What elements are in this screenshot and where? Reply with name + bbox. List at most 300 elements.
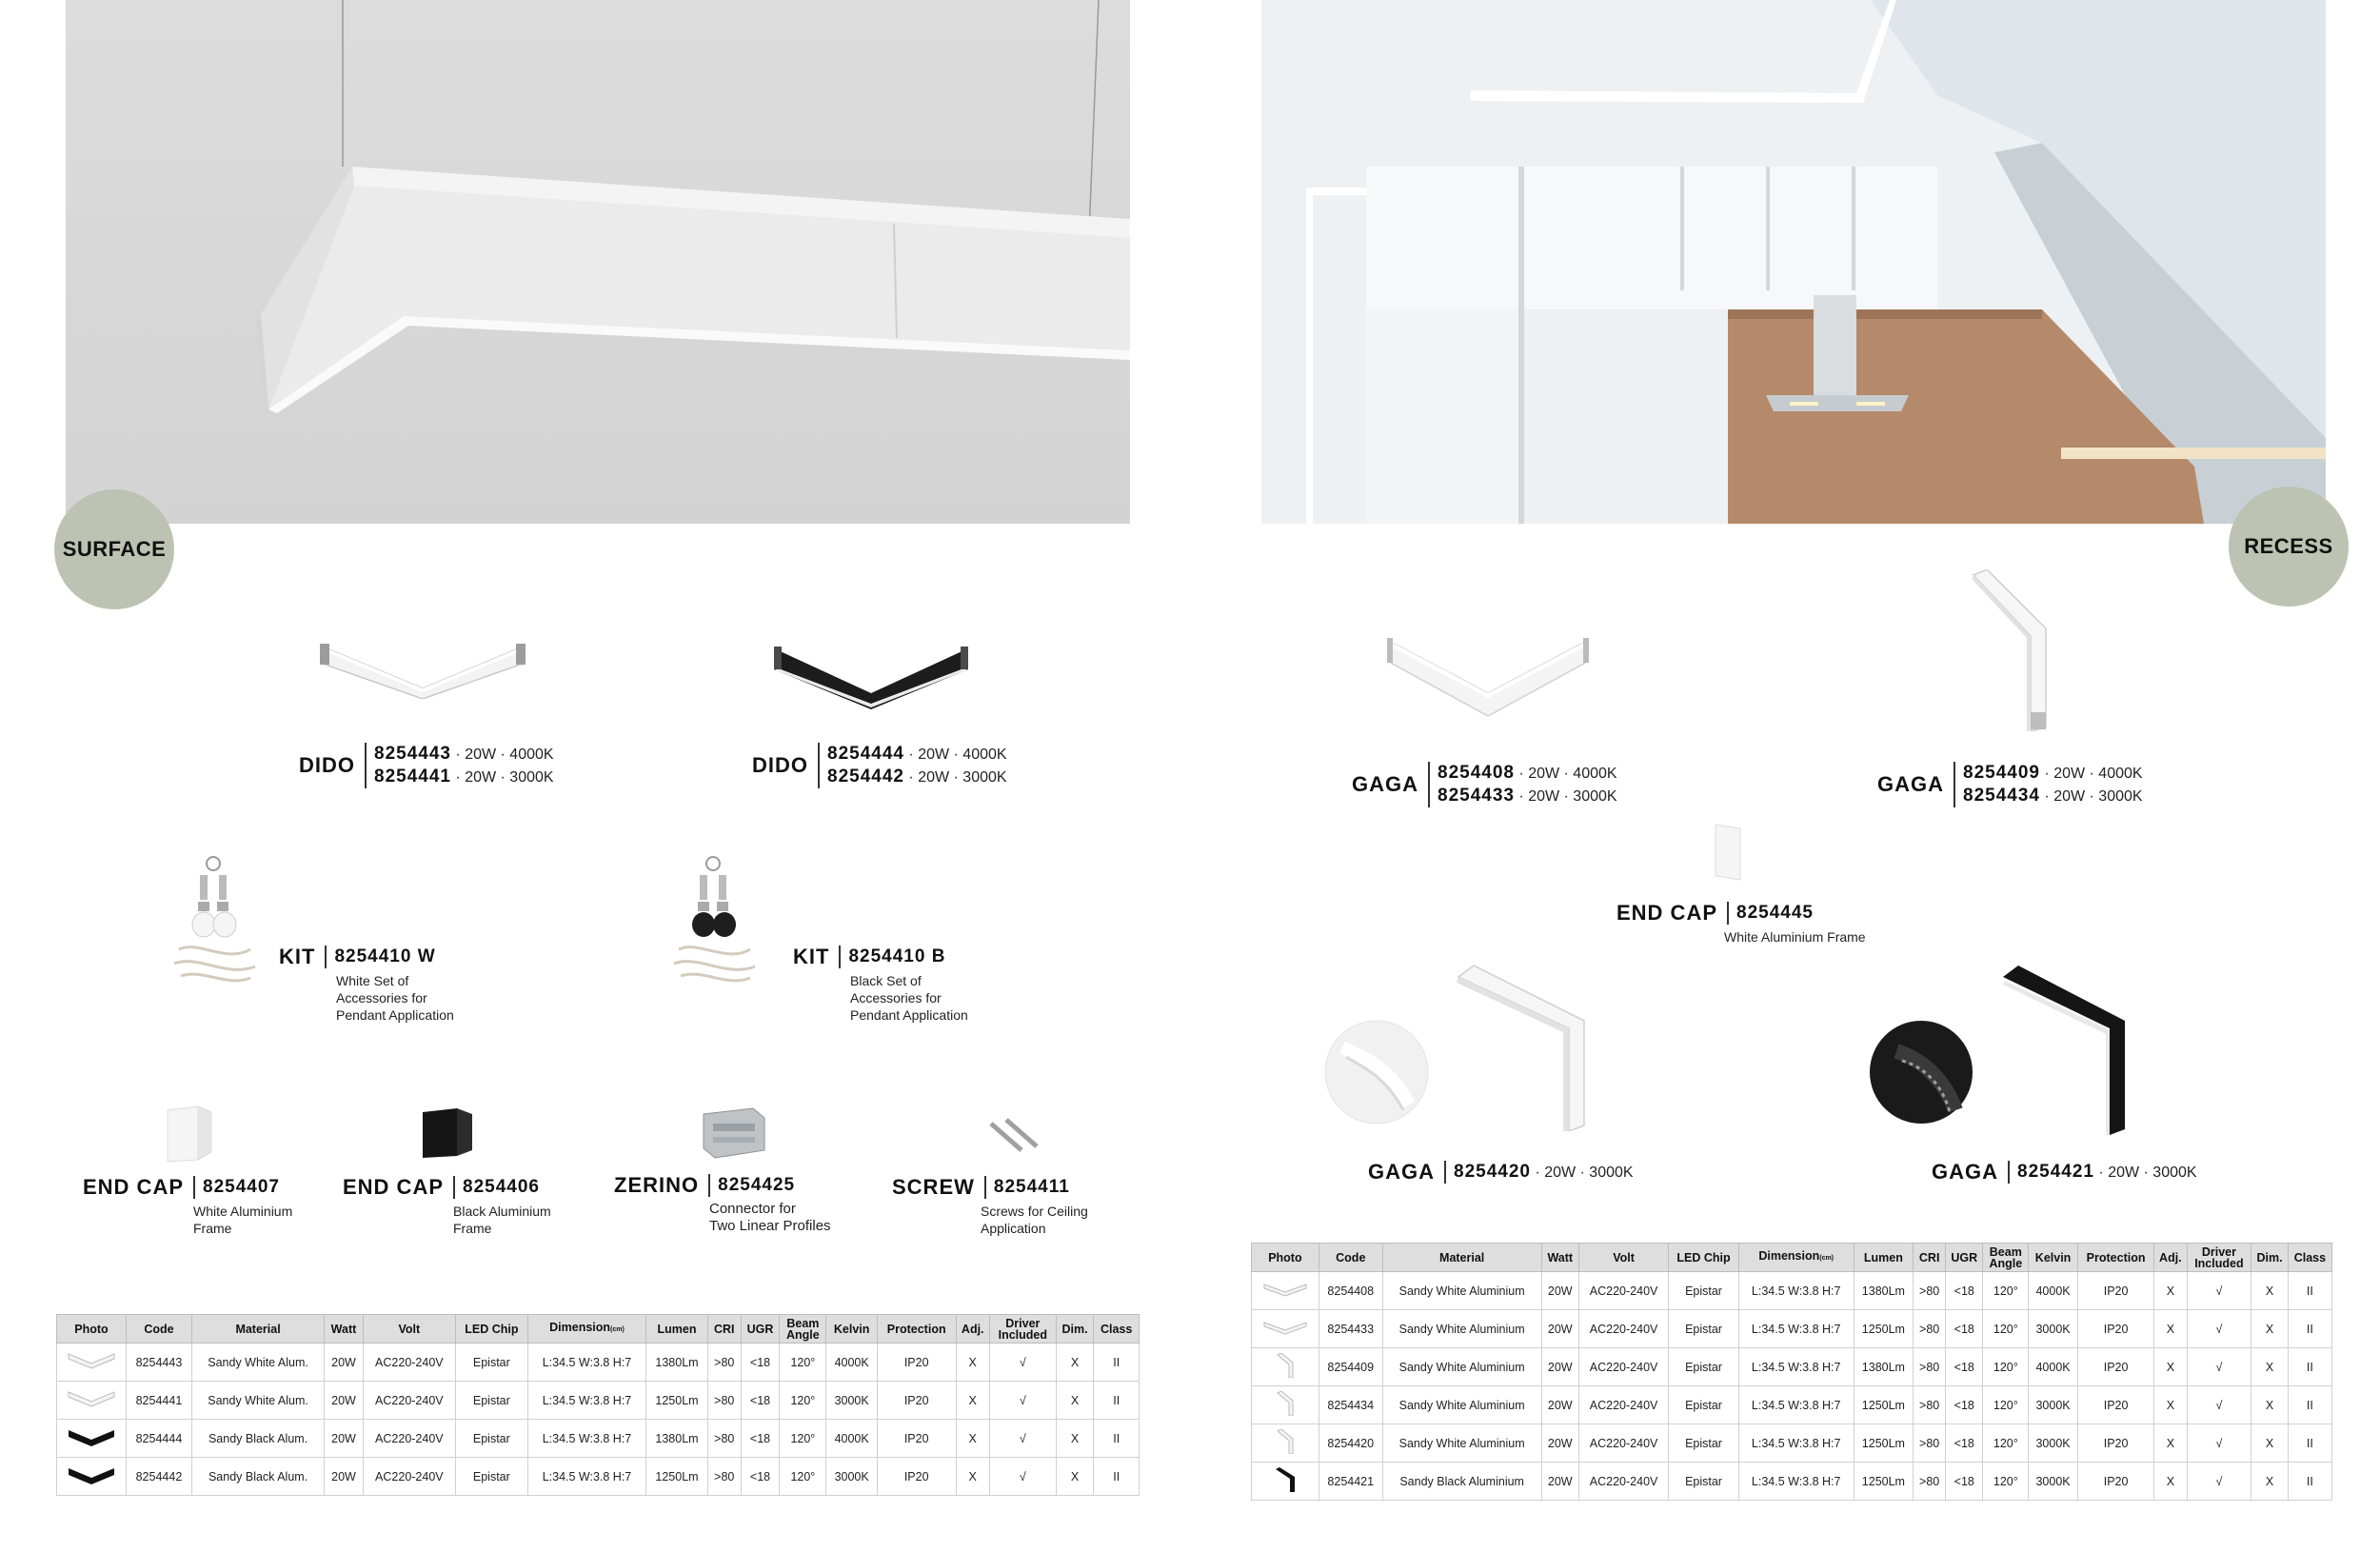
product-desc-line: Black Set of — [850, 973, 922, 988]
table-cell: √ — [989, 1458, 1056, 1496]
table-cell: >80 — [1914, 1424, 1946, 1463]
table-cell: 8254433 — [1319, 1310, 1382, 1348]
table-header-cell: LED Chip — [455, 1315, 527, 1344]
table-cell: 8254421 — [1319, 1463, 1382, 1501]
table-cell: 20W — [1541, 1424, 1578, 1463]
table-cell: √ — [2187, 1424, 2251, 1463]
table-cell: X — [1056, 1420, 1094, 1458]
product-name: GAGA — [1368, 1160, 1435, 1184]
table-cell: 20W — [325, 1344, 363, 1382]
table-header-cell: Driver Included — [989, 1315, 1056, 1344]
table-cell: 8254441 — [127, 1382, 192, 1420]
row-photo-thumbnail — [67, 1386, 116, 1411]
table-header-cell: Material — [191, 1315, 324, 1344]
table-cell: 20W — [1541, 1348, 1578, 1386]
table-cell: X — [956, 1382, 989, 1420]
table-cell: 3000K — [2029, 1310, 2078, 1348]
product-name: DIDO — [752, 753, 808, 777]
table-cell: <18 — [741, 1458, 780, 1496]
product-spec: · 20W · 3000K — [903, 769, 1007, 786]
table-cell: 3000K — [2029, 1386, 2078, 1424]
table-cell: 4000K — [2029, 1348, 2078, 1386]
product-code: 8254410 B — [848, 946, 946, 966]
table-cell: L:34.5 W:3.8 H:7 — [1738, 1424, 1854, 1463]
product-code: 8254410 W — [334, 946, 436, 966]
product-desc-line: Pendant Application — [850, 1007, 968, 1023]
recess-badge: RECESS — [2229, 487, 2349, 607]
table-cell: AC220-240V — [1578, 1386, 1668, 1424]
table-cell: 20W — [325, 1382, 363, 1420]
table-header-cell: Dimension(cm) — [1738, 1244, 1854, 1272]
row-photo-thumbnail — [1260, 1353, 1310, 1378]
table-cell: X — [1056, 1382, 1094, 1420]
product-desc-line: Connector for — [709, 1201, 796, 1217]
product-code: 8254434 — [1963, 786, 2040, 806]
product-code: 8254411 — [993, 1177, 1070, 1197]
kit-black-product-image — [669, 854, 757, 989]
dido-black-label — [752, 743, 1007, 788]
table-cell: Epistar — [1669, 1463, 1739, 1501]
product-name: END CAP — [1616, 901, 1718, 925]
product-code: 8254407 — [203, 1177, 280, 1197]
table-cell: AC220-240V — [363, 1420, 455, 1458]
table-cell: Epistar — [1669, 1310, 1739, 1348]
table-cell: L:34.5 W:3.8 H:7 — [527, 1420, 645, 1458]
table-header-cell: Class — [1094, 1315, 1140, 1344]
screw-label — [892, 1175, 1088, 1237]
table-row — [57, 1382, 1140, 1420]
table-cell: 8254408 — [1319, 1272, 1382, 1310]
photo-cell — [57, 1344, 127, 1382]
table-header-cell: Code — [1319, 1244, 1382, 1272]
endcap-black-label — [343, 1175, 551, 1237]
surface-badge: SURFACE — [54, 489, 174, 609]
table-cell: IP20 — [2077, 1348, 2153, 1386]
table-header-cell: Adj. — [956, 1315, 989, 1344]
table-cell: L:34.5 W:3.8 H:7 — [527, 1382, 645, 1420]
product-spec: · 20W · 4000K — [903, 747, 1007, 763]
table-cell: 1250Lm — [646, 1382, 708, 1420]
table-cell: 120° — [1983, 1386, 2029, 1424]
gaga-421-product-image — [1999, 964, 2127, 1135]
product-code: 8254406 — [463, 1177, 540, 1197]
table-cell: X — [2154, 1424, 2187, 1463]
row-photo-thumbnail — [67, 1463, 116, 1487]
table-cell: 1380Lm — [1854, 1272, 1914, 1310]
row-photo-thumbnail — [67, 1348, 116, 1373]
table-cell: X — [2251, 1272, 2289, 1310]
table-cell: 8254434 — [1319, 1386, 1382, 1424]
table-header-cell: Watt — [325, 1315, 363, 1344]
table-cell: 120° — [1983, 1272, 2029, 1310]
table-header-cell: Volt — [363, 1315, 455, 1344]
table-header-cell: Dim. — [1056, 1315, 1094, 1344]
photo-cell — [1252, 1348, 1319, 1386]
table-cell: AC220-240V — [1578, 1272, 1668, 1310]
table-cell: 20W — [325, 1458, 363, 1496]
table-cell: Epistar — [1669, 1424, 1739, 1463]
table-cell: Sandy White Alum. — [191, 1344, 324, 1382]
table-cell: 120° — [780, 1458, 826, 1496]
table-header-cell: Dimension(cm) — [527, 1315, 645, 1344]
row-photo-thumbnail — [1260, 1277, 1310, 1302]
table-cell: 1250Lm — [646, 1458, 708, 1496]
table-header-cell: CRI — [1914, 1244, 1946, 1272]
table-cell: 4000K — [826, 1420, 877, 1458]
table-cell: Epistar — [455, 1458, 527, 1496]
table-cell: >80 — [1914, 1310, 1946, 1348]
table-header-cell: Dim. — [2251, 1244, 2289, 1272]
table-cell: Epistar — [455, 1420, 527, 1458]
table-cell: AC220-240V — [363, 1458, 455, 1496]
recess-hero-photo — [1261, 0, 2326, 524]
product-code: 8254442 — [827, 767, 904, 786]
table-cell: 8254443 — [127, 1344, 192, 1382]
table-row — [1252, 1424, 2332, 1463]
table-cell: Epistar — [1669, 1348, 1739, 1386]
surface-hero-photo — [66, 0, 1130, 524]
product-name: GAGA — [1352, 772, 1418, 796]
row-photo-thumbnail — [1260, 1429, 1310, 1454]
product-code: 8254421 — [2017, 1162, 2094, 1182]
table-cell: 120° — [1983, 1463, 2029, 1501]
table-cell: 4000K — [2029, 1272, 2078, 1310]
product-name: END CAP — [83, 1175, 185, 1199]
table-header-cell: UGR — [1946, 1244, 1983, 1272]
zerino-label — [614, 1173, 831, 1235]
table-header-cell: UGR — [741, 1315, 780, 1344]
table-cell: II — [1094, 1344, 1140, 1382]
table-cell: 20W — [1541, 1463, 1578, 1501]
table-cell: √ — [2187, 1348, 2251, 1386]
gaga-408-label — [1352, 762, 1617, 807]
dido-white-product-image — [320, 636, 526, 699]
table-cell: Sandy White Aluminium — [1382, 1424, 1541, 1463]
photo-cell — [1252, 1463, 1319, 1501]
table-cell: √ — [2187, 1310, 2251, 1348]
photo-cell — [57, 1458, 127, 1496]
product-spec: · 20W · 4000K — [450, 747, 554, 763]
table-header-cell: Protection — [877, 1315, 956, 1344]
product-desc-line: Accessories for — [336, 990, 427, 1005]
table-cell: Sandy White Aluminium — [1382, 1386, 1541, 1424]
table-cell: X — [2251, 1348, 2289, 1386]
table-cell: 20W — [1541, 1310, 1578, 1348]
table-cell: <18 — [1946, 1310, 1983, 1348]
row-photo-thumbnail — [1260, 1315, 1310, 1340]
product-spec: · 20W · 4000K — [2039, 766, 2143, 782]
table-header-cell: Photo — [1252, 1244, 1319, 1272]
recess-spec-table — [1251, 1243, 2332, 1501]
table-cell: 3000K — [826, 1382, 877, 1420]
table-cell: <18 — [741, 1344, 780, 1382]
table-cell: AC220-240V — [1578, 1424, 1668, 1463]
gaga-409-product-image — [1968, 569, 2071, 731]
table-cell: X — [956, 1420, 989, 1458]
product-code: 8254420 — [1454, 1162, 1531, 1182]
table-cell: >80 — [707, 1344, 741, 1382]
table-cell: X — [2251, 1463, 2289, 1501]
gaga-420-product-image — [1453, 964, 1592, 1131]
table-cell: Sandy White Aluminium — [1382, 1348, 1541, 1386]
table-cell: II — [1094, 1420, 1140, 1458]
table-cell: <18 — [1946, 1348, 1983, 1386]
photo-cell — [1252, 1310, 1319, 1348]
table-cell: 120° — [780, 1420, 826, 1458]
table-cell: II — [2288, 1386, 2331, 1424]
product-spec: · 20W · 3000K — [450, 769, 554, 786]
product-desc-line: Two Linear Profiles — [709, 1218, 831, 1234]
table-cell: X — [2154, 1463, 2187, 1501]
table-cell: >80 — [1914, 1272, 1946, 1310]
table-cell: >80 — [707, 1458, 741, 1496]
product-desc-line: Screws for Ceiling — [981, 1204, 1088, 1219]
table-cell: AC220-240V — [1578, 1348, 1668, 1386]
table-header-cell: Lumen — [1854, 1244, 1914, 1272]
table-cell: AC220-240V — [363, 1344, 455, 1382]
table-cell: Sandy Black Alum. — [191, 1458, 324, 1496]
table-cell: >80 — [1914, 1463, 1946, 1501]
table-row — [1252, 1348, 2332, 1386]
table-cell: 120° — [1983, 1424, 2029, 1463]
table-cell: X — [2154, 1310, 2187, 1348]
product-code: 8254444 — [827, 744, 904, 764]
table-cell: IP20 — [877, 1344, 956, 1382]
kit-white-product-image — [169, 854, 257, 989]
table-header-cell: Beam Angle — [780, 1315, 826, 1344]
table-header-cell: LED Chip — [1669, 1244, 1739, 1272]
table-row — [57, 1458, 1140, 1496]
table-cell: >80 — [1914, 1348, 1946, 1386]
gaga-421-detail-image — [1868, 1019, 1974, 1125]
product-name: ZERINO — [614, 1173, 700, 1197]
table-cell: IP20 — [2077, 1386, 2153, 1424]
table-cell: L:34.5 W:3.8 H:7 — [527, 1344, 645, 1382]
product-code: 8254445 — [1736, 903, 1814, 923]
table-cell: 20W — [1541, 1272, 1578, 1310]
product-desc-line: Frame — [193, 1221, 232, 1236]
table-header-cell: Adj. — [2154, 1244, 2187, 1272]
product-name: DIDO — [299, 753, 355, 777]
table-cell: >80 — [707, 1382, 741, 1420]
row-photo-thumbnail — [1260, 1391, 1310, 1416]
screw-product-image — [985, 1116, 1042, 1158]
photo-cell — [57, 1382, 127, 1420]
table-cell: L:34.5 W:3.8 H:7 — [1738, 1386, 1854, 1424]
table-cell: X — [2251, 1424, 2289, 1463]
table-cell: Epistar — [455, 1382, 527, 1420]
gaga-421-label — [1932, 1160, 2197, 1185]
table-header-row — [1252, 1244, 2332, 1272]
table-cell: Epistar — [1669, 1386, 1739, 1424]
table-header-cell: Code — [127, 1315, 192, 1344]
table-cell: II — [2288, 1348, 2331, 1386]
table-cell: X — [2154, 1348, 2187, 1386]
table-cell: AC220-240V — [363, 1382, 455, 1420]
table-cell: <18 — [1946, 1272, 1983, 1310]
table-cell: Epistar — [1669, 1272, 1739, 1310]
table-cell: 3000K — [826, 1458, 877, 1496]
table-cell: 1380Lm — [646, 1344, 708, 1382]
table-cell: X — [956, 1458, 989, 1496]
table-row — [1252, 1386, 2332, 1424]
table-cell: 3000K — [2029, 1463, 2078, 1501]
product-name: KIT — [793, 945, 830, 968]
table-cell: 1250Lm — [1854, 1386, 1914, 1424]
table-cell: 3000K — [2029, 1424, 2078, 1463]
row-photo-thumbnail — [67, 1424, 116, 1449]
product-desc-line: Frame — [453, 1221, 492, 1236]
table-header-cell: CRI — [707, 1315, 741, 1344]
table-header-cell: Protection — [2077, 1244, 2153, 1272]
table-cell: <18 — [1946, 1386, 1983, 1424]
table-cell: X — [1056, 1458, 1094, 1496]
table-cell: 4000K — [826, 1344, 877, 1382]
table-header-cell: Beam Angle — [1983, 1244, 2029, 1272]
endcap-white-label — [83, 1175, 292, 1237]
product-desc-line: Accessories for — [850, 990, 942, 1005]
surface-spec-table — [56, 1314, 1140, 1496]
photo-cell — [57, 1420, 127, 1458]
table-cell: <18 — [741, 1382, 780, 1420]
table-header-cell: Driver Included — [2187, 1244, 2251, 1272]
product-spec: · 20W · 3000K — [1514, 788, 1617, 805]
table-row — [1252, 1310, 2332, 1348]
table-cell: 120° — [1983, 1310, 2029, 1348]
dido-black-product-image — [774, 641, 968, 709]
table-cell: X — [2251, 1310, 2289, 1348]
product-name: KIT — [279, 945, 316, 968]
table-cell: 120° — [1983, 1348, 2029, 1386]
product-code: 8254408 — [1438, 763, 1515, 783]
table-cell: √ — [2187, 1272, 2251, 1310]
endcap-recess-label — [1616, 901, 1866, 946]
zerino-product-image — [700, 1105, 768, 1164]
product-desc-line: White Aluminium — [193, 1204, 293, 1219]
table-cell: X — [1056, 1344, 1094, 1382]
table-header-cell: Lumen — [646, 1315, 708, 1344]
table-cell: II — [2288, 1463, 2331, 1501]
table-cell: 8254420 — [1319, 1424, 1382, 1463]
photo-cell — [1252, 1272, 1319, 1310]
product-code: 8254443 — [374, 744, 451, 764]
product-spec: · 20W · 3000K — [2093, 1165, 2197, 1181]
product-name: GAGA — [1932, 1160, 1998, 1184]
gaga-409-label — [1877, 762, 2143, 807]
table-cell: X — [956, 1344, 989, 1382]
table-cell: 1380Lm — [1854, 1348, 1914, 1386]
table-cell: IP20 — [2077, 1463, 2153, 1501]
product-spec: · 20W · 4000K — [1514, 766, 1617, 782]
table-row — [57, 1420, 1140, 1458]
gaga-420-label — [1368, 1160, 1634, 1185]
table-cell: 1250Lm — [1854, 1310, 1914, 1348]
table-cell: L:34.5 W:3.8 H:7 — [527, 1458, 645, 1496]
table-cell: √ — [989, 1344, 1056, 1382]
table-cell: Sandy White Aluminium — [1382, 1310, 1541, 1348]
table-header-cell: Photo — [57, 1315, 127, 1344]
table-header-cell: Kelvin — [826, 1315, 877, 1344]
product-name: SCREW — [892, 1175, 975, 1199]
product-code: 8254409 — [1963, 763, 2040, 783]
table-cell: IP20 — [2077, 1310, 2153, 1348]
table-cell: II — [1094, 1382, 1140, 1420]
table-cell: Sandy Black Alum. — [191, 1420, 324, 1458]
table-cell: 120° — [780, 1344, 826, 1382]
table-cell: X — [2251, 1386, 2289, 1424]
table-cell: 20W — [325, 1420, 363, 1458]
table-cell: II — [2288, 1424, 2331, 1463]
table-cell: 20W — [1541, 1386, 1578, 1424]
table-cell: Sandy Black Aluminium — [1382, 1463, 1541, 1501]
table-cell: >80 — [1914, 1386, 1946, 1424]
table-header-cell: Material — [1382, 1244, 1541, 1272]
table-cell: Sandy White Aluminium — [1382, 1272, 1541, 1310]
row-photo-thumbnail — [1260, 1467, 1310, 1492]
table-cell: Epistar — [455, 1344, 527, 1382]
table-cell: 1380Lm — [646, 1420, 708, 1458]
product-code: 8254425 — [718, 1175, 796, 1195]
table-cell: II — [2288, 1310, 2331, 1348]
table-header-cell: Class — [2288, 1244, 2331, 1272]
table-cell: X — [2154, 1272, 2187, 1310]
table-cell: L:34.5 W:3.8 H:7 — [1738, 1272, 1854, 1310]
table-cell: IP20 — [2077, 1272, 2153, 1310]
table-cell: IP20 — [877, 1420, 956, 1458]
table-cell: Sandy White Alum. — [191, 1382, 324, 1420]
table-cell: <18 — [1946, 1424, 1983, 1463]
kit-black-label — [793, 945, 968, 1024]
product-name: END CAP — [343, 1175, 445, 1199]
product-code: 8254433 — [1438, 786, 1515, 806]
table-header-row — [57, 1315, 1140, 1344]
product-desc-line: White Aluminium Frame — [1724, 929, 1866, 945]
product-name: GAGA — [1877, 772, 1944, 796]
table-cell: L:34.5 W:3.8 H:7 — [1738, 1348, 1854, 1386]
table-header-cell: Volt — [1578, 1244, 1668, 1272]
table-cell: 1250Lm — [1854, 1463, 1914, 1501]
endcap-white-product-image — [162, 1105, 219, 1164]
table-row — [1252, 1463, 2332, 1501]
table-cell: L:34.5 W:3.8 H:7 — [1738, 1310, 1854, 1348]
endcap-recess-product-image — [1712, 823, 1744, 882]
table-cell: IP20 — [877, 1458, 956, 1496]
table-row — [1252, 1272, 2332, 1310]
table-header-cell: Kelvin — [2029, 1244, 2078, 1272]
product-spec: · 20W · 3000K — [2039, 788, 2143, 805]
table-cell: 8254409 — [1319, 1348, 1382, 1386]
product-desc-line: White Set of — [336, 973, 409, 988]
product-spec: · 20W · 3000K — [1530, 1165, 1634, 1181]
product-code: 8254441 — [374, 767, 451, 786]
table-cell: AC220-240V — [1578, 1310, 1668, 1348]
table-cell: 8254444 — [127, 1420, 192, 1458]
table-cell: X — [2154, 1386, 2187, 1424]
table-cell: >80 — [707, 1420, 741, 1458]
table-cell: II — [2288, 1272, 2331, 1310]
table-cell: √ — [2187, 1463, 2251, 1501]
product-desc-line: Black Aluminium — [453, 1204, 551, 1219]
table-cell: IP20 — [2077, 1424, 2153, 1463]
table-header-cell: Watt — [1541, 1244, 1578, 1272]
table-cell: √ — [2187, 1386, 2251, 1424]
product-desc-line: Pendant Application — [336, 1007, 454, 1023]
table-cell: 8254442 — [127, 1458, 192, 1496]
gaga-420-detail-image — [1323, 1019, 1430, 1125]
table-row — [57, 1344, 1140, 1382]
table-cell: L:34.5 W:3.8 H:7 — [1738, 1463, 1854, 1501]
product-desc-line: Application — [981, 1221, 1046, 1236]
